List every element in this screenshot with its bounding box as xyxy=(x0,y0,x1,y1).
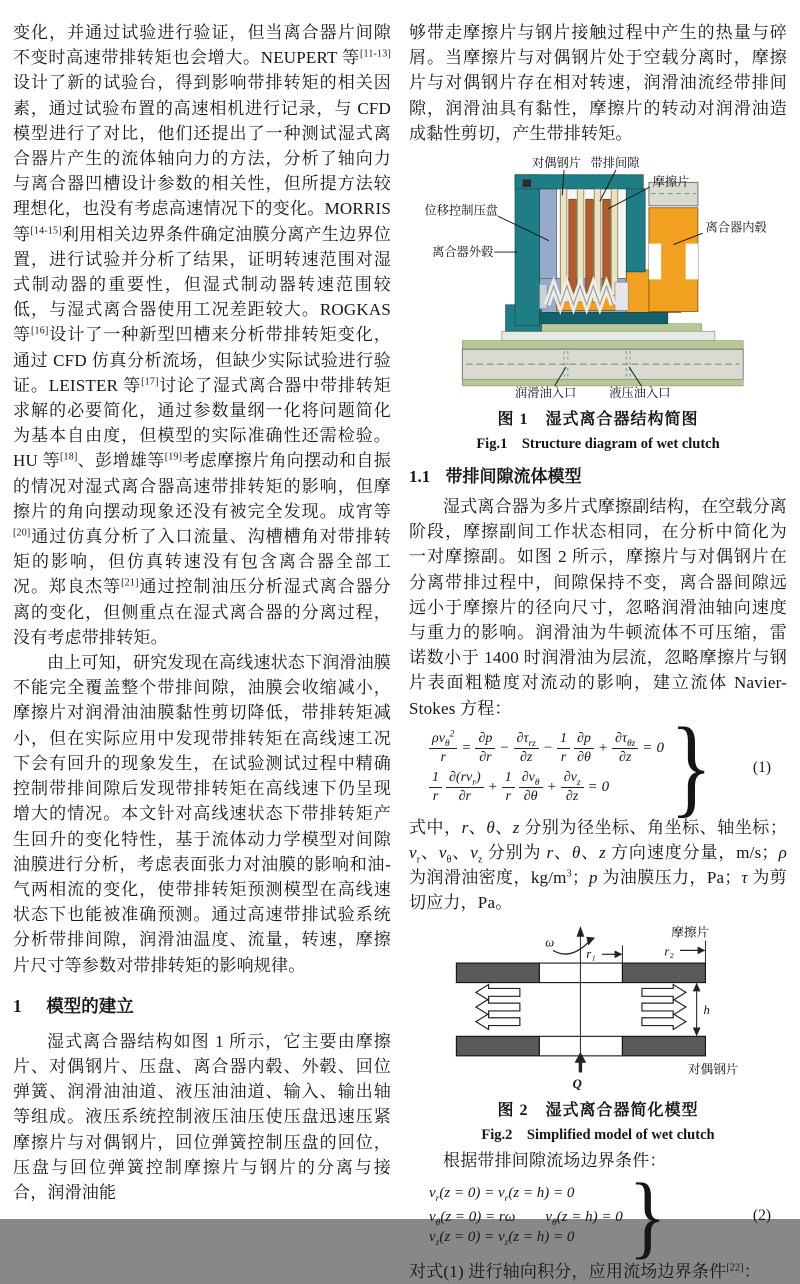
fig2-caption-en: Fig.2 Simplified model of wet clutch xyxy=(481,1126,715,1143)
fig1-label-gap: 带排间隙 xyxy=(590,156,640,171)
fig2-label-friction-plate: 摩擦片 xyxy=(671,925,710,940)
section-number: 1.1 xyxy=(409,467,431,487)
section-title: 带排间隙流体模型 xyxy=(445,467,582,487)
omega-arrow xyxy=(553,940,590,953)
paragraph-symbols: 式中，r、θ、z 分别为径坐标、角坐标、轴坐标；$v_r$、$v_\theta$、$v_z$ 分别为 r、θ、z 方向速度分量，m/s；ρ 为润滑油密度，$kg/m^3$；p 为油膜压力，Pa；τ 为剪切应力，Pa。 xyxy=(409,817,788,913)
section-title: 模型的建立 xyxy=(46,995,134,1016)
section-heading-model xyxy=(13,993,391,1018)
equation-number: (1) xyxy=(752,758,771,776)
fig1-caption-en: Fig.1 Structure diagram of wet clutch xyxy=(476,436,720,453)
friction-plates xyxy=(569,199,610,294)
fig2-caption-zh: 图 2 湿式离合器简化模型 xyxy=(497,1101,699,1119)
paragraph-literature-review: 变化，并通过试验进行验证，但当离合器片间隙不变时高速带排转矩也会增大。NEUPERT 等[11-13]设计了新的试验台，得到影响带排转矩的相关因素，通过试验布置的高速相机进行记录，与 CFD 模型进行了对比，他们还提出了一种测试湿式离合器片产生的流体轴向力的方法，分析了轴向力与离合器凹槽设计参数的相关性，但所提方法较理想化，也没有考虑高速情况下的变化。MORRIS 等[14-15]利用相关边界条件确定油膜分离产生边界位置，进行试验并分析了结果，证明转速范围对湿式制动器的重要性，但湿式制动器转速范围较低，与湿式离合器使用工况差距较大。ROGKAS 等[16]设计了一种新型凹槽来分析带排转矩变化，通过 CFD 仿真分析流场，但缺少实际试验进行验证。LEISTER 等[17]讨论了湿式离合器中带排转矩求解的必要简化，通过参数量纲一化将问题简化为基本自由度，但模型的实际准确性还需检验。HU 等[18]、彭增雄等[19]考虑摩擦片角向摆动和自振的情况对湿式离合器高速带排转矩的影响，但摩擦片的角向摆动现象还没有被完全发现。成宵等[20]通过仿真分析了入口流量、沟槽槽角对带排转矩的影响，但仿真转速没有包含离合器全部工况。郑良杰等[21]通过控制油压分析湿式离合器分离的变化，但侧重点在湿式离合器的分离过程，没有考虑带排转矩。 xyxy=(13,23,391,647)
figure-1 xyxy=(409,154,787,453)
equation-brace: } xyxy=(669,706,713,828)
h-dimension xyxy=(693,982,701,1036)
mid-band xyxy=(502,331,715,340)
fig1-label-inner-hub: 离合器内毂 xyxy=(705,220,767,235)
fig1-label-outer-hub: 离合器外毂 xyxy=(432,244,494,259)
fig2-label-r2: r₂ xyxy=(664,943,674,958)
paragraph-summary: 由上可知，研究发现在高线速状态下润滑油膜不能完全覆盖整个带排间隙，油膜会收缩减小，摩擦片对润滑油油膜黏性剪切降低，带排转矩减小，但在实际应用中发现带排转矩在高线速工况下会有回升的现象发生，在试验测试过程中精确控制带排间隙后发现带排转矩在高线速下仍呈现增大的情况。本文针对高线速状态下带排转矩产生回升的变化特性，基于流体动力学模型对间隙油膜进行分析，考虑表面张力对油膜的影响和油-气两相流的变化，使带排转矩预测模型在高线速状态下也能被准确预测。通过高速带排试验系统分析带排间隙，润滑油温度、流量，转速，摩擦片尺寸等参数对带排转矩的影响规律。 xyxy=(13,653,391,975)
section-heading-fluid-model xyxy=(409,462,787,487)
fig2-label-steel-plate: 对偶钢片 xyxy=(687,1062,739,1077)
paragraph-boundary: 根据带排间隙流场边界条件： xyxy=(443,1150,667,1170)
fig1-label-friction-plate: 摩擦片 xyxy=(652,175,690,190)
figure-2 xyxy=(409,924,787,1144)
right-column xyxy=(409,20,788,1281)
fig2-label-omega: ω xyxy=(545,935,555,950)
fig1-label-hydraulic-inlet: 液压油入口 xyxy=(609,386,671,401)
paragraph-fluid-model: 湿式离合器为多片式摩擦副结构，在空载分离阶段，摩擦副间工作状态相同，在分析中简化为一对摩擦副。如图 2 所示，摩擦片与对偶钢片在分离带排过程中，间隙保持不变，离合器间隙远远小于摩擦片的径向尺寸，忽略润滑油轴向速度与重力的影响。润滑油为牛顿流体不可压缩，雷诺数小于 1400 时润滑油为层流，忽略摩擦片与钢片表面粗糙度对流动的影响，建立流体 Navier-Stokes 方程： xyxy=(409,497,787,718)
wet-clutch-structure-diagram xyxy=(422,154,774,401)
equation-number: (2) xyxy=(752,1206,771,1224)
fig2-label-q: Q xyxy=(572,1076,582,1091)
equation-2: $v_r(z = 0) = v_r(z = h) = 0$ $v_\theta(z = 0) = r\omega$ $v_\theta(z = h) = 0$ $v_z(z = 0) = v_z(z = h) = 0$ } (2) xyxy=(429,1163,771,1268)
fig1-label-lube-inlet: 润滑油入口 xyxy=(515,386,577,401)
simplified-model-diagram xyxy=(422,924,774,1092)
fig1-label-pressure-plate: 位移控制压盘 xyxy=(424,203,499,218)
left-column xyxy=(13,20,391,1219)
equation-brace: } xyxy=(628,1163,667,1268)
equation-1: $\frac{\rho v_\theta^2}{r}$ = $\frac{\partial p}{\partial r}$ − $\frac{\partial\tau_{rz}}{\partial z}$ − $\frac{1}{r}$ $\frac{\partial p}{\partial\theta}$ + $\frac{\partial\tau_{\theta z}}{\partial z}$ = 0 $\frac{1}{r}$ $\frac{\partial(rv_r)}{\partial r}$ + $\frac{1}{r}$ $\frac{\partial v_\theta}{\partial\theta}$ + $\frac{\partial v_z}{\partial z}$ = 0 } (1) xyxy=(413,728,787,808)
paragraph-integral: 对式(1) 进行轴向积分，应用流场边界条件[22]： xyxy=(409,1261,761,1281)
fig1-caption-zh: 图 1 湿式离合器结构简图 xyxy=(497,411,699,429)
fig2-label-h: h xyxy=(703,1002,710,1017)
section-number: 1 xyxy=(13,995,22,1016)
paragraph-structure: 湿式离合器结构如图 1 所示，它主要由摩擦片、对偶钢片、压盘、离合器内毂、外毂、回位弹簧、润滑油油道、液压油油道、输入、输出轴等组成。液压系统控制液压油压使压盘迅速压紧摩擦片与对偶钢片，回位弹簧控制压盘的回位，压盘与回位弹簧控制摩擦片与钢片的分离与接合，润滑油能 xyxy=(13,1031,391,1202)
shaft-assembly xyxy=(462,341,743,386)
fig1-label-steel-plate: 对偶钢片 xyxy=(532,156,582,171)
fig2-label-r1: r₁ xyxy=(586,946,596,961)
paragraph-drag-torque: 够带走摩擦片与钢片接触过程中产生的热量与碎屑。当摩擦片与对偶钢片处于空载分离时，摩擦片与对偶钢片存在相对转速，润滑油流经带排间隙，润滑油具有黏性，摩擦片的转动对润滑油造成黏性剪切，产生带排转矩。 xyxy=(409,23,787,143)
